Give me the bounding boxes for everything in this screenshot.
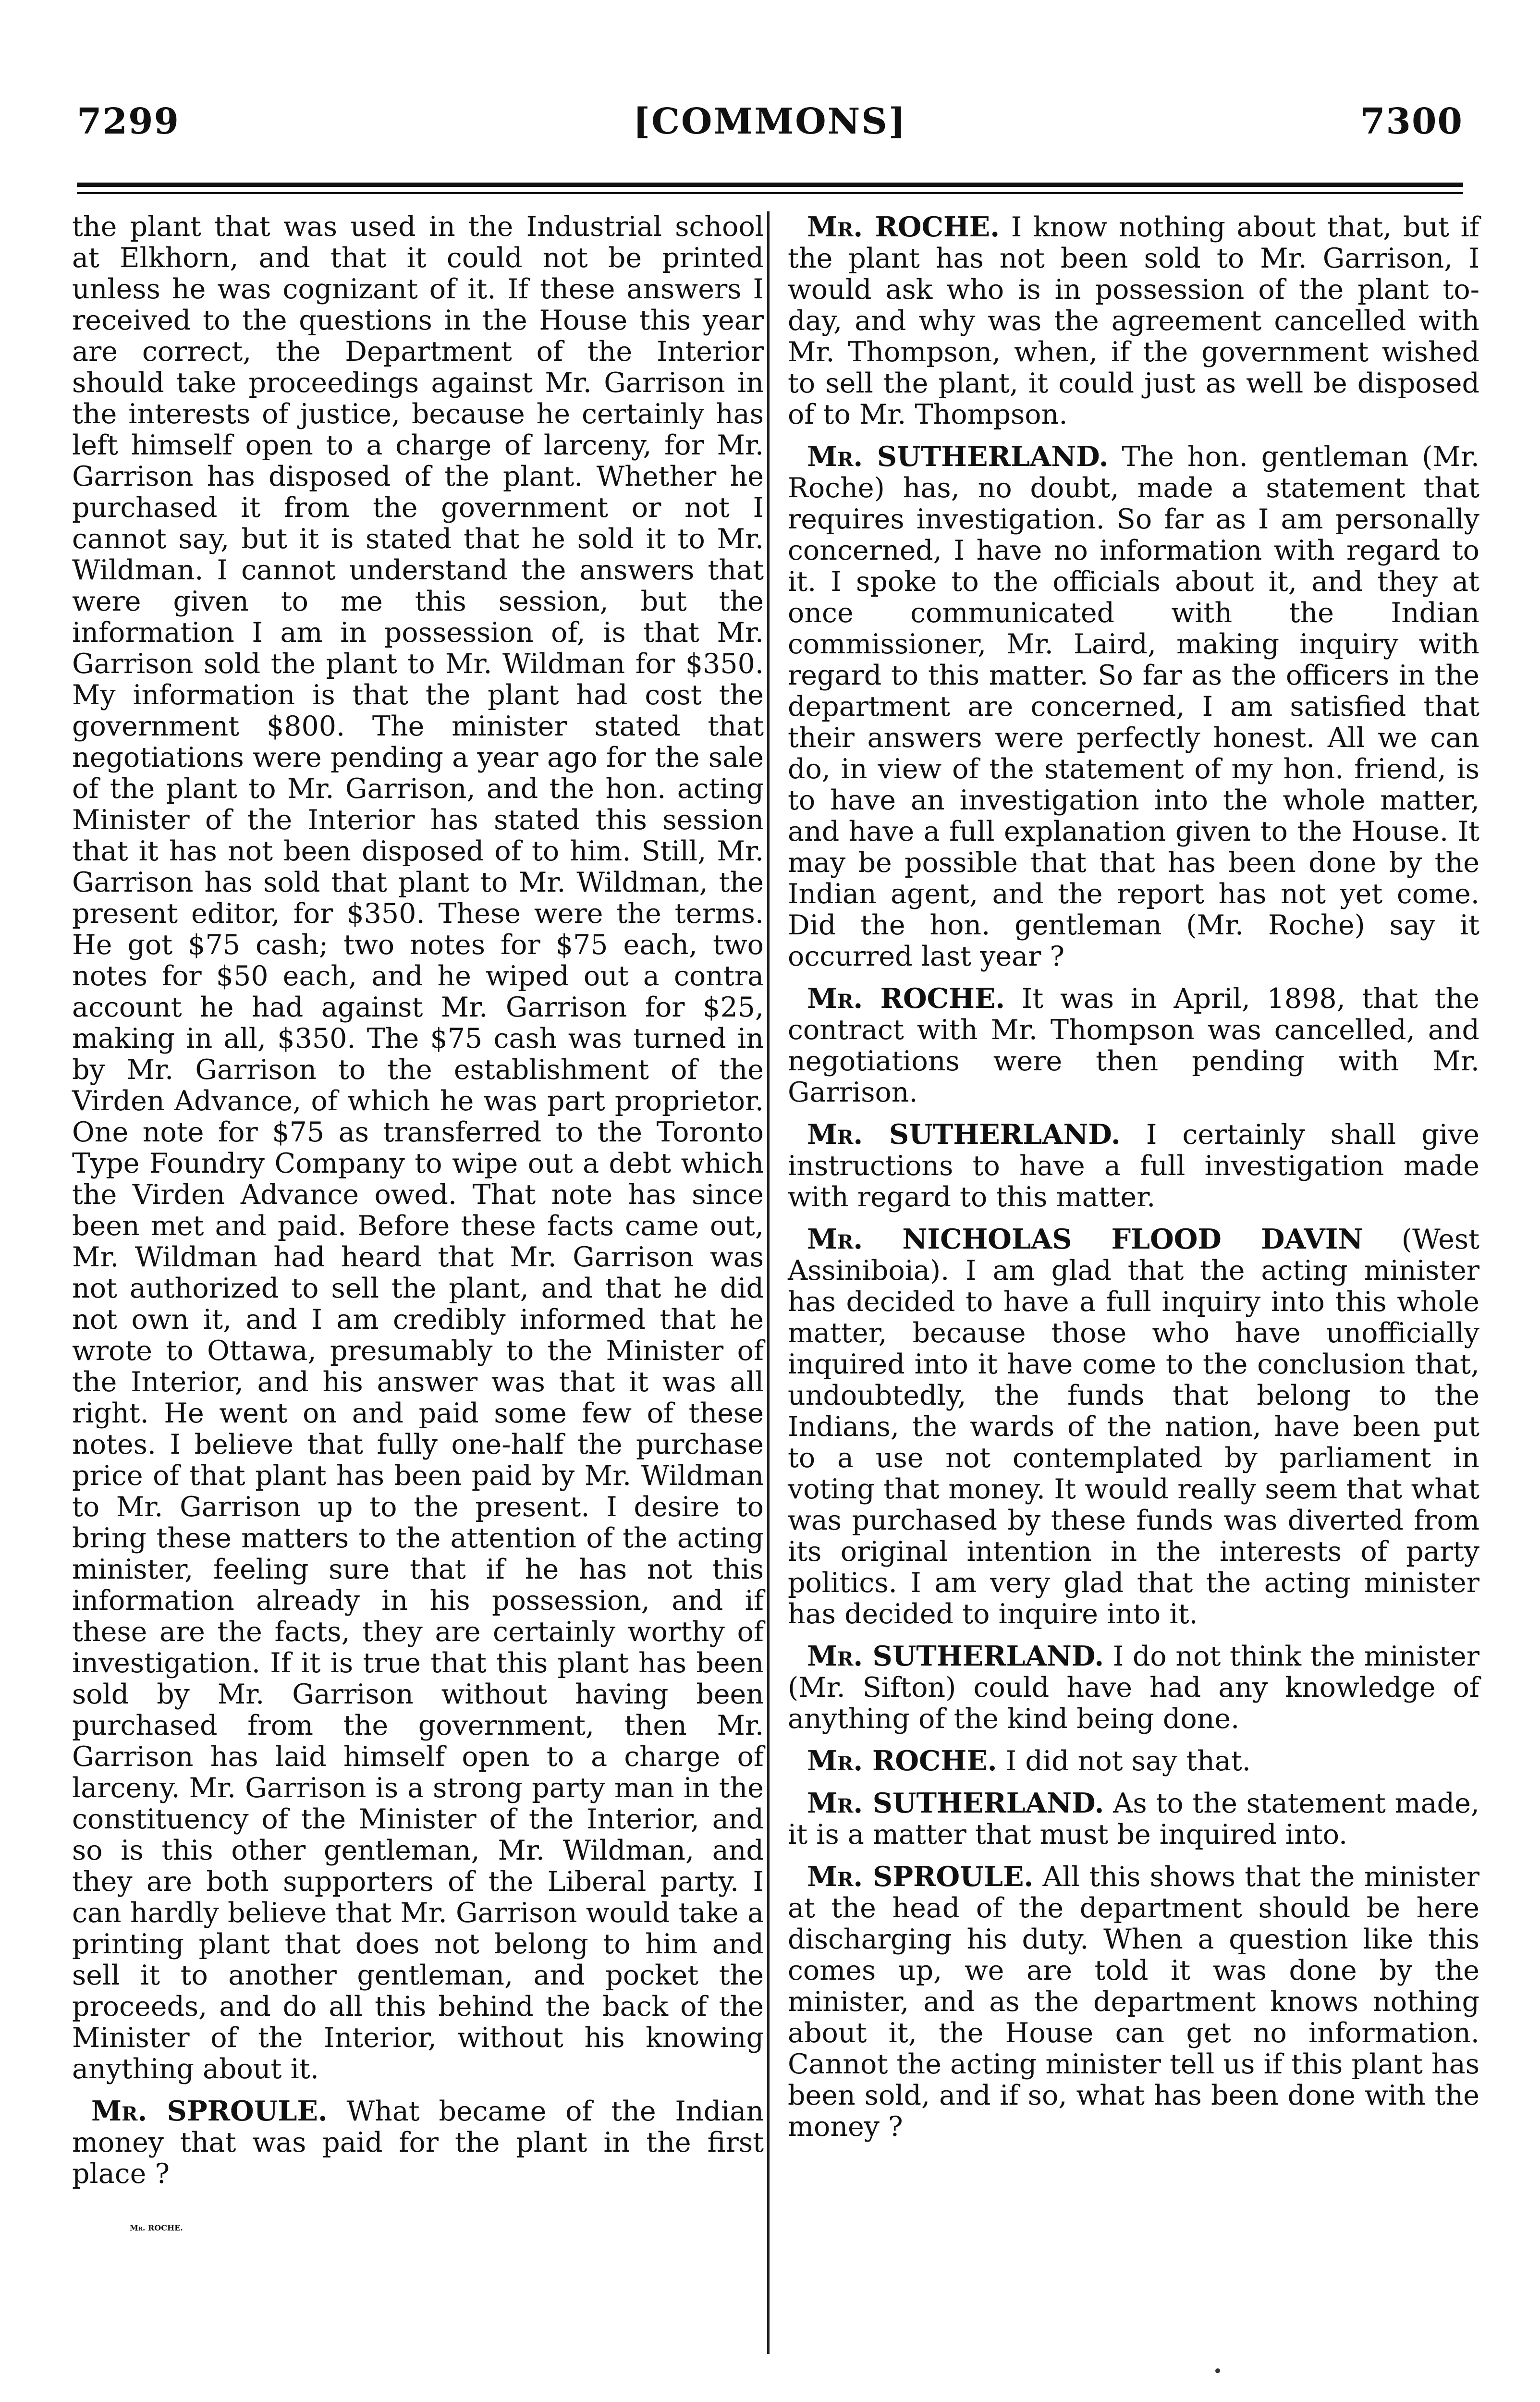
speech-text: All this shows that the minister at the head of the department should be here discharging his duty. When a question like this comes up, we are told it was done by the minister, and as the department knows nothing about it, the House can get no information. Cannot the acting minister tell us if this plant has been sold, and if so, what has been done with the money ? bbox=[788, 1861, 1479, 2143]
speaker-name: Mr. SPROULE. bbox=[807, 1861, 1034, 1893]
speech-text: I know nothing about that, but if the plant has not been sold to Mr. Garrison, I would ask who is in possession of the plant to-day, and why was the agreement cancelled with Mr. Thompson, when, if the government wished to sell the plant, it could just as well be disposed of to Mr. Thompson. bbox=[788, 211, 1480, 430]
speech-davin bbox=[788, 1224, 1479, 1630]
speech-roche-2 bbox=[788, 983, 1479, 1108]
left-page-number: 7299 bbox=[77, 101, 180, 142]
speech-text: I do not think the minister (Mr. Sifton) could have had any knowledge of anything of the kind being done. bbox=[788, 1641, 1480, 1735]
speech-text: As to the statement made, it is a matter that must be inquired into. bbox=[788, 1788, 1479, 1851]
speech-sutherland-4 bbox=[788, 1788, 1479, 1851]
left-column bbox=[72, 211, 764, 2232]
page-header bbox=[0, 0, 1540, 159]
speech-sutherland-3 bbox=[788, 1641, 1479, 1735]
speaker-name: Mr. SPROULE. bbox=[91, 2095, 328, 2127]
speech-text: (West Assiniboia). I am glad that the acting minister has decided to have a full inquiry into this whole matter, because those who have unofficially inquired into it have come to the conclusion that, undoubtedly, the funds that belong to the Indians, the wards of the nation, have been put to a use not contemplated by parliament in voting that money. It would really seem that what was purchased by these funds was diverted from its original intention in the interests of party politics. I am very glad that the acting minister has decided to inquire into it. bbox=[788, 1224, 1479, 1630]
speech-roche-3 bbox=[788, 1745, 1479, 1777]
speaker-name: Mr. ROCHE. bbox=[807, 1745, 997, 1777]
speech-sproule-2 bbox=[788, 1861, 1479, 2143]
right-column bbox=[788, 211, 1479, 2153]
running-title: [COMMONS] bbox=[633, 101, 907, 142]
speech-roche-1 bbox=[788, 211, 1479, 430]
speech-sutherland-2 bbox=[788, 1119, 1479, 1213]
speech-text: The hon. gentleman (Mr. Roche) has, no doubt, made a statement that requires investigation. So far as I am personally concerned, I have no information with regard to it. I spoke to the officials about it, and they at once communicated with the Indian commissioner, Mr. Laird, making inquiry with regard to this matter. So far as the officers in the department are concerned, I am satisfied that their answers were perfectly honest. All we can do, in view of the statement of my hon. friend, is to have an investigation into the whole matter, and have a full explanation given to the House. It may be possible that that has been done by the Indian agent, and the report has not yet come. Did the hon. gentleman (Mr. Roche) say it occurred last year ? bbox=[788, 441, 1479, 972]
right-page-number: 7300 bbox=[1360, 101, 1463, 142]
speech-text: What became of the Indian money that was paid for the plant in the first place ? bbox=[72, 2096, 764, 2190]
header-rule-thin bbox=[77, 192, 1463, 194]
speaker-name: Mr. ROCHE. bbox=[807, 211, 1000, 243]
paragraph-continued: the plant that was used in the Industrial school at Elkhorn, and that it could not be printed unless he was cognizant of it. If these answers I received to the questions in the House this year are correct, the Department of the Interior should take proceedings against Mr. Garrison in the interests of justice, because he certainly has left himself open to a charge of larceny, for Mr. Garrison has disposed of the plant. Whether he purchased it from the government or not I cannot say, but it is stated that he sold it to Mr. Wildman. I cannot understand the answers that were given to me this session, but the information I am in possession of, is that Mr. Garrison sold the plant to Mr. Wildman for $350. My information is that the plant had cost the government $800. The minister stated that negotiations were pending a year ago for the sale of the plant to Mr. Garrison, and the hon. acting Minister of the Interior has stated this session that it has not been disposed of to him. Still, Mr. Garrison has sold that plant to Mr. Wildman, the present editor, for $350. These were the terms. He got $75 cash; two notes for $75 each, two notes for $50 each, and he wiped out a contra account he had against Mr. Garrison for $25, making in all, $350. The $75 cash was turned in by Mr. Garrison to the establishment of the Virden Advance, of which he was part proprietor. One note for $75 as transferred to the Toronto Type Foundry Company to wipe out a debt which the Virden Advance owed. That note has since been met and paid. Before these facts came out, Mr. Wildman had heard that Mr. Garrison was not authorized to sell the plant, and that he did not own it, and I am credibly informed that he wrote to Ottawa, presumably to the Minister of the Interior, and his answer was that it was all right. He went on and paid some few of these notes. I believe that fully one-half the purchase price of that plant has been paid by Mr. Wildman to Mr. Garrison up to the present. I desire to bring these matters to the attention of the acting minister, feeling sure that if he has not this information already in his possession, and if these are the facts, they are certainly worthy of investigation. If it is true that this plant has been sold by Mr. Garrison without having been purchased from the government, then Mr. Garrison has laid himself open to a charge of larceny. Mr. Garrison is a strong party man in the constituency of the Minister of the Interior, and so is this other gentleman, Mr. Wildman, and they are both supporters of the Liberal party. I can hardly believe that Mr. Garrison would take a printing plant that does not belong to him and sell it to another gentleman, and pocket the proceeds, and do all this behind the back of the Minister of the Interior, without his knowing anything about it. bbox=[72, 211, 764, 2085]
speech-text: I certainly shall give instructions to have a full investigation made with regard to this matter. bbox=[788, 1119, 1480, 1213]
speaker-name: Mr. NICHOLAS FLOOD DAVIN bbox=[807, 1223, 1363, 1255]
column-divider bbox=[767, 211, 770, 2354]
speech-text: It was in April, 1898, that the contract with Mr. Thompson was cancelled, and negotiations were then pending with Mr. Garrison. bbox=[788, 983, 1480, 1108]
speaker-name: Mr. SUTHERLAND. bbox=[807, 441, 1109, 473]
speaker-name: Mr. SUTHERLAND. bbox=[807, 1118, 1121, 1151]
speech-text: I did not say that. bbox=[1005, 1745, 1251, 1777]
speaker-name: Mr. ROCHE. bbox=[807, 982, 1005, 1015]
header-rule-thick bbox=[77, 183, 1463, 187]
speaker-name: Mr. SUTHERLAND. bbox=[807, 1640, 1104, 1672]
speech-sproule-1 bbox=[72, 2096, 764, 2190]
next-speaker-cue: Mr. ROCHE. bbox=[130, 2223, 183, 2232]
speaker-name: Mr. SUTHERLAND. bbox=[807, 1787, 1104, 1819]
speech-sutherland-1 bbox=[788, 441, 1479, 972]
print-speck bbox=[1215, 2368, 1220, 2373]
